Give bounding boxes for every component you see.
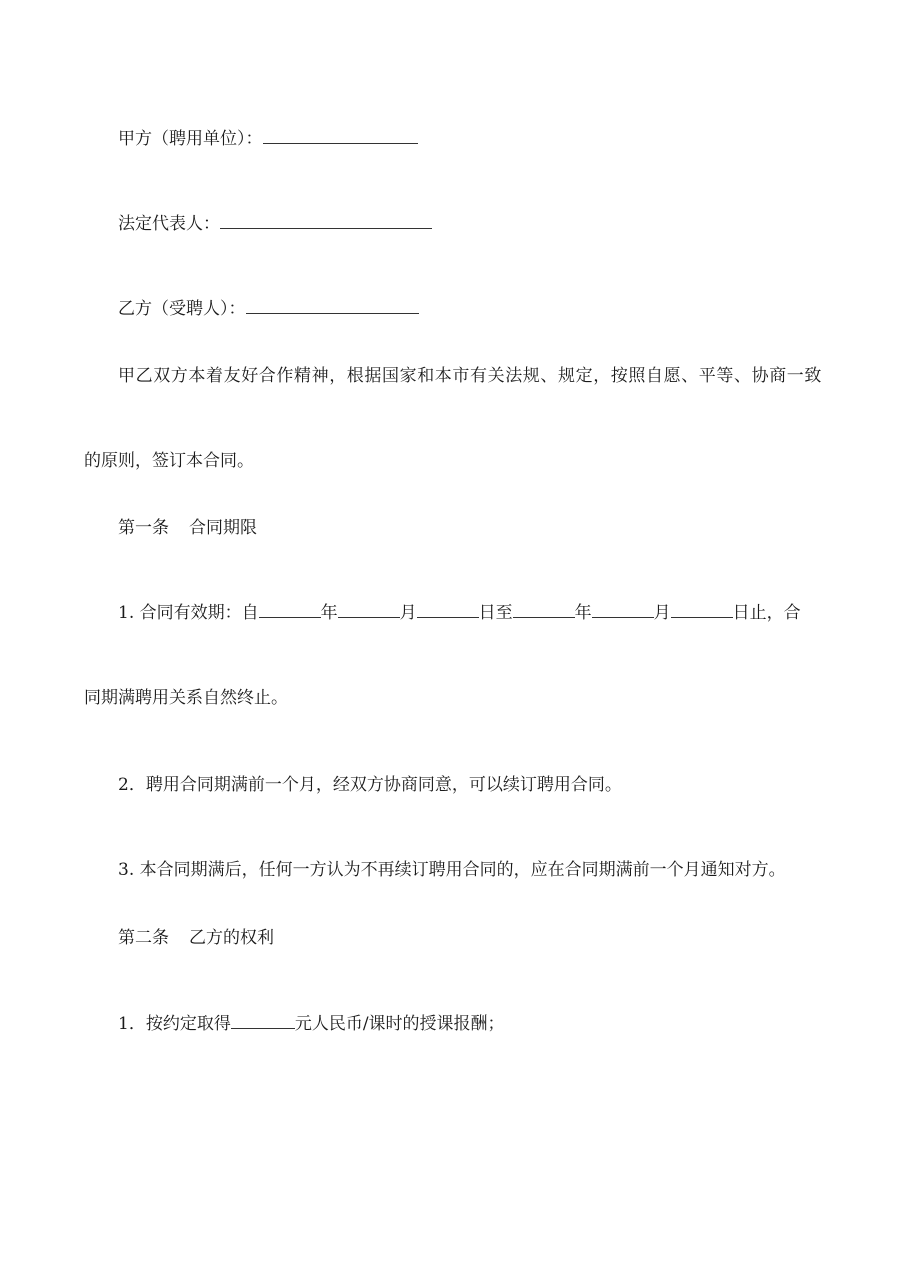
- month-label: 月: [653, 603, 671, 623]
- article-1-item-3: 3. 本合同期满后，任何一方认为不再续订聘用合同的，应在合同期满前一个月通知对方。: [118, 860, 786, 880]
- party-a-blank[interactable]: [263, 127, 418, 144]
- intro-line-1: 甲乙双方本着友好合作精神，根据国家和本市有关法规、规定，按照自愿、平等、协商一致: [118, 366, 822, 386]
- party-a-label: 甲方（聘用单位）：: [118, 129, 263, 149]
- legal-rep-line: [118, 212, 432, 236]
- start-day-blank[interactable]: [417, 601, 479, 618]
- remuneration-blank[interactable]: [231, 1012, 295, 1029]
- article-1-heading: [118, 516, 257, 540]
- party-b-line: [118, 297, 419, 321]
- start-year-blank[interactable]: [259, 601, 321, 618]
- article-1-title: 合同期限: [189, 518, 257, 538]
- month-label: 月: [399, 603, 417, 623]
- article-1-item-2: 2．聘用合同期满前一个月，经双方协商同意，可以续订聘用合同。: [118, 775, 622, 795]
- day-to-label: 日至: [478, 603, 513, 623]
- day-end-label: 日止，合: [732, 603, 801, 623]
- remuneration-label: 1．按约定取得: [118, 1014, 231, 1034]
- legal-rep-label: 法定代表人：: [118, 214, 220, 234]
- remuneration-suffix: 元人民币/课时的授课报酬；: [294, 1014, 505, 1034]
- end-year-blank[interactable]: [513, 601, 575, 618]
- contract-validity-label: 1. 合同有效期：自: [118, 603, 259, 623]
- end-day-blank[interactable]: [671, 601, 733, 618]
- article-1-item-1: [118, 601, 801, 625]
- article-2-number: 第二条: [118, 928, 169, 948]
- legal-rep-blank[interactable]: [220, 212, 432, 229]
- article-2-title: 乙方的权利: [189, 928, 274, 948]
- article-2-heading: [118, 926, 274, 950]
- article-1-number: 第一条: [118, 518, 169, 538]
- party-b-label: 乙方（受聘人）：: [118, 299, 246, 319]
- article-2-item-1: [118, 1012, 505, 1036]
- year-label: 年: [574, 603, 592, 623]
- start-month-blank[interactable]: [338, 601, 400, 618]
- party-a-line: [118, 127, 418, 151]
- party-b-blank[interactable]: [246, 297, 419, 314]
- intro-line-2: 的原则，签订本合同。: [84, 451, 254, 471]
- end-month-blank[interactable]: [592, 601, 654, 618]
- article-1-item-1-cont: 同期满聘用关系自然终止。: [84, 688, 288, 708]
- year-label: 年: [320, 603, 338, 623]
